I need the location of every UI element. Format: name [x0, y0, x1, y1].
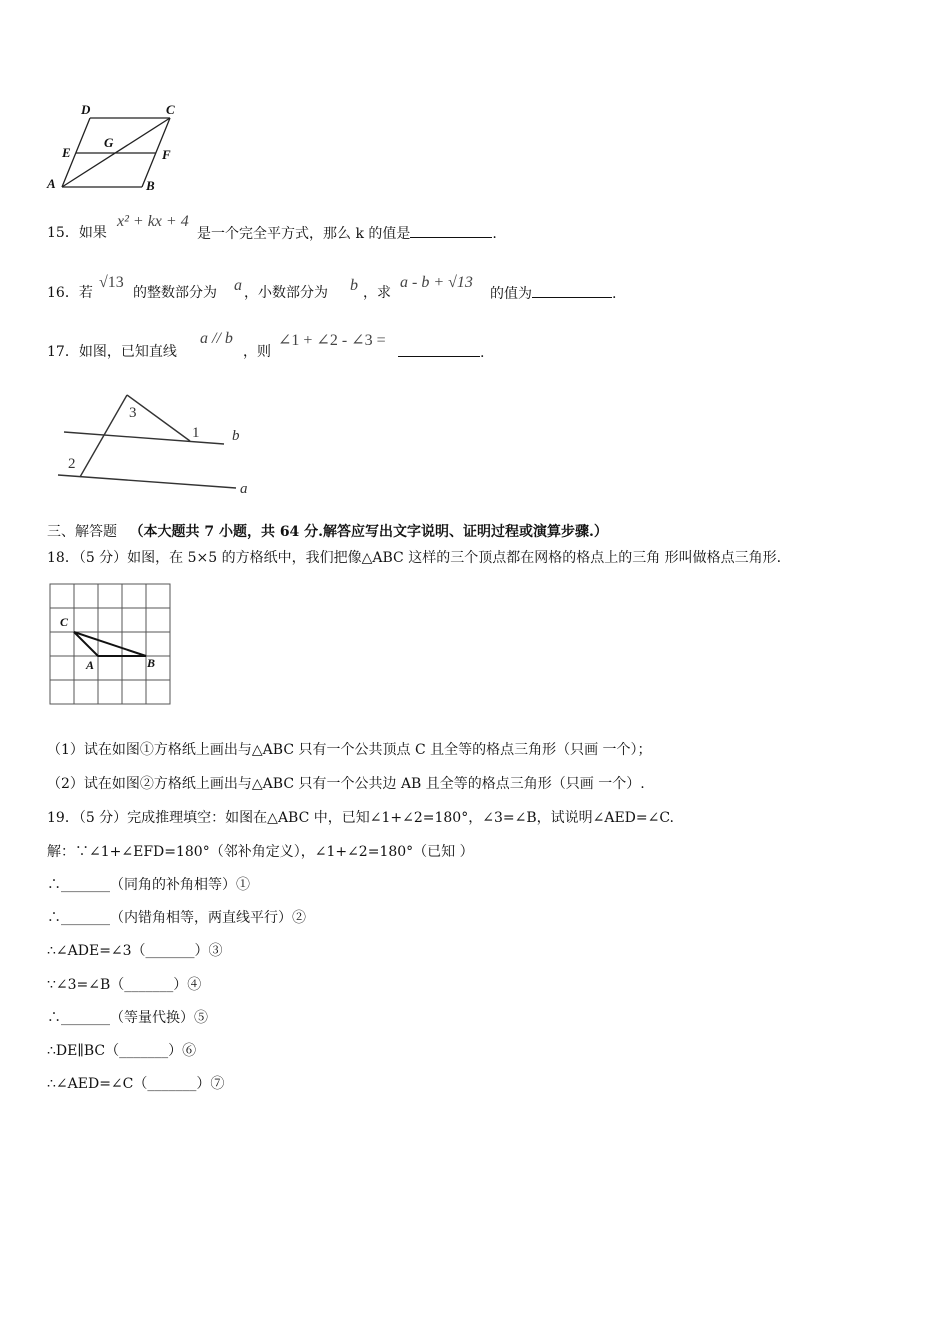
- proof-step-3: ∴∠ADE=∠3（_______）③: [47, 943, 223, 959]
- proof-step-2: ∴_______（内错角相等，两直线平行）②: [47, 910, 306, 926]
- parallelogram-figure: [40, 96, 200, 196]
- triangle-abc: [74, 632, 146, 656]
- grid-figure: [40, 578, 180, 708]
- proof-step-6: ∴DE∥BC（_______）⑥: [47, 1043, 197, 1059]
- q16-find: ，求: [363, 285, 391, 301]
- label-b: B: [146, 178, 155, 193]
- parallel-lines-figure: [50, 385, 270, 505]
- line-b: [64, 432, 224, 444]
- var-b: b: [350, 277, 358, 294]
- proof-step-0: 解：∵∠1+∠EFD=180°（邻补角定义），∠1+∠2=180°（已知 ）: [47, 844, 474, 860]
- section-note: （本大题共 7 小题，共 64 分.解答应写出文字说明、证明过程或演算步骤.）: [129, 524, 608, 540]
- q17-expression: ∠1 + ∠2 - ∠3 =: [278, 332, 386, 349]
- angle-3-label: 3: [129, 405, 137, 421]
- line-a: [58, 475, 236, 488]
- label-c: C: [166, 102, 175, 117]
- line-b-label: b: [232, 428, 240, 444]
- label-f: F: [162, 147, 171, 162]
- section-title: 三、解答题: [47, 524, 117, 540]
- q16-expression: a - b + √13: [400, 274, 473, 291]
- section-3-header: [47, 522, 608, 542]
- label-d: D: [81, 102, 91, 117]
- question-16: 16．若: [47, 285, 93, 301]
- question-19: 19．（5 分）完成推理填空：如图在△ABC 中，已知∠1+∠2=180°，∠3=∠B，试说明∠AED=∠C.: [47, 810, 675, 826]
- sqrt-13: √13: [99, 274, 124, 291]
- var-a: a: [234, 277, 242, 294]
- proof-step-5: ∴_______（等量代换）⑤: [47, 1010, 208, 1026]
- grid-label-c: C: [60, 615, 69, 629]
- question-18-part-1: （1）试在如图①方格纸上画出与△ABC 只有一个公共顶点 C 且全等的格点三角形（只画 一个）；: [47, 742, 652, 758]
- label-g: G: [104, 135, 114, 150]
- proof-step-7: ∴∠AED=∠C（_______）⑦: [47, 1076, 225, 1092]
- answer-blank[interactable]: [532, 283, 612, 298]
- question-15: 15．如果: [47, 225, 107, 241]
- question-15-text: 是一个完全平方式，那么 k 的值是 .: [197, 223, 497, 244]
- angle-2-label: 2: [68, 456, 76, 472]
- q16-decimal-part: ，小数部分为: [244, 285, 328, 301]
- proof-step-4: ∵∠3=∠B（_______）④: [47, 977, 202, 993]
- q15-expression: x² + kx + 4: [117, 213, 189, 230]
- question-16-text: 的值为 .: [490, 283, 616, 304]
- question-17: 17．如图，已知直线: [47, 344, 177, 360]
- answer-blank[interactable]: [410, 223, 492, 238]
- grid-label-a: A: [86, 658, 95, 672]
- angle-1-label: 1: [192, 425, 200, 441]
- parallel-expression: a // b: [200, 330, 233, 347]
- line-a-label: a: [240, 481, 248, 497]
- label-a: A: [47, 176, 56, 191]
- proof-step-1: ∴_______（同角的补角相等）①: [47, 877, 250, 893]
- question-18-part-2: （2）试在如图②方格纸上画出与△ABC 只有一个公共边 AB 且全等的格点三角形（只画 一个）.: [47, 776, 645, 792]
- label-e: E: [62, 145, 71, 160]
- q17-then: ，则: [243, 344, 271, 360]
- question-17-answer: .: [398, 342, 484, 363]
- grid-label-b: B: [147, 656, 156, 670]
- answer-blank[interactable]: [398, 342, 480, 357]
- q16-integer-part: 的整数部分为: [133, 285, 217, 301]
- question-18: 18．（5 分）如图，在 5×5 的方格纸中，我们把像△ABC 这样的三个顶点都在网格的格点上的三角 形叫做格点三角形.: [47, 550, 782, 566]
